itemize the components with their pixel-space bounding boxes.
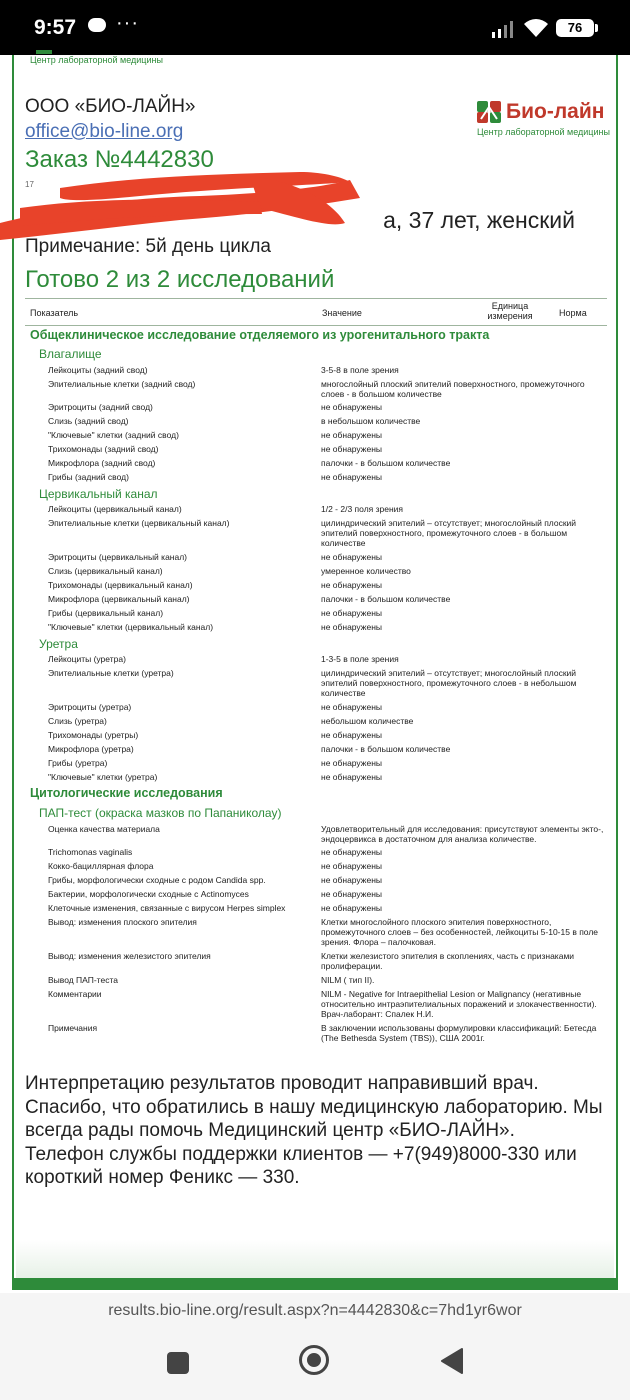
row-value: не обнаружены [321,402,382,412]
row-value: палочки - в большом количестве [321,744,451,754]
row-value: палочки - в большом количестве [321,458,451,468]
row-value: в небольшом количестве [321,416,421,426]
subsection-title: Цервикальный канал [39,487,158,501]
row-name: Оценка качества материала [48,824,160,834]
row-value: небольшом количестве [321,716,414,726]
row-value: палочки - в большом количестве [321,594,451,604]
header-value: Значение [322,308,362,318]
row-name: Эритроциты (уретра) [48,702,132,712]
row-value: Клетки железистого эпителия в скоплениях, часть с признаками пролиферации. [321,951,575,971]
back-button[interactable] [440,1348,464,1374]
row-value: 1-3-5 в поле зрения [321,654,399,664]
wifi-icon [522,17,550,39]
row-value: не обнаружены [321,847,382,857]
redaction-scribble [0,168,370,248]
row-value: Удовлетворительный для исследования: присутствуют элементы экто-, эндоцервикса в достаточном для анализа количестве. [321,824,604,844]
row-name: Кокко-бациллярная флора [48,861,154,871]
footer-line: Телефон службы поддержки клиентов — +7(949)8000-330 или короткий номер Феникс — 330. [25,1143,577,1188]
row-name: Примечания [48,1023,98,1033]
bio-line-logo-icon [477,101,501,123]
row-value: умеренное количество [321,566,411,576]
status-bar [0,0,630,55]
row-name: "Ключевые" клетки (задний свод) [48,430,179,440]
footer-line: Спасибо, что обратились в нашу медицинскую лабораторию. Мы всегда рады помочь Медицинский центр «БИО-ЛАЙН». [25,1096,603,1141]
row-name: Грибы (задний свод) [48,472,129,482]
row-name: Комментарии [48,989,102,999]
signal-icon [490,20,518,38]
row-name: Трихомонады (задний свод) [48,444,159,454]
header-name: Показатель [30,308,79,318]
row-name: Грибы (уретра) [48,758,108,768]
row-value: Клетки многослойного плоского эпителия поверхностного, промежуточного слоев – без особенностей, лейкоциты 5-10-15 в поле зрения. Флора – палочковая. [321,917,599,947]
patient-info: а, 37 лет, женский [383,207,575,233]
row-name: Клеточные изменения, связанные с вирусом Herpes simplex [48,903,286,913]
row-name: Слизь (задний свод) [48,416,129,426]
row-value: 3-5-8 в поле зрения [321,365,399,375]
logo-subtitle-fragment: Центр лабораторной медицины [30,55,163,65]
row-name: Слизь (цервикальный канал) [48,566,163,576]
row-value: NILM ( тип II). [321,975,375,985]
subsection-title: Уретра [39,637,78,651]
row-value: не обнаружены [321,730,382,740]
row-name: Лейкоциты (цервикальный канал) [48,504,182,514]
bio-line-logo [477,100,612,140]
row-value: 1/2 - 2/3 поля зрения [321,504,404,514]
order-number: Заказ №4442830 [25,146,214,173]
row-value: не обнаружены [321,758,382,768]
footer-line: Интерпретацию результатов проводит направивший врач. [25,1073,539,1094]
url-text[interactable]: results.bio-line.org/result.aspx?n=4442830&c=7hd1yr6wor [108,1302,522,1319]
header-unit: Единица измерения [487,301,533,321]
logo-subtitle: Центр лабораторной медицины [477,127,610,137]
row-name: Микрофлора (цервикальный канал) [48,594,190,604]
row-value: не обнаружены [321,552,382,562]
row-value: не обнаружены [321,702,382,712]
email-link[interactable]: office@bio-line.org [25,121,184,142]
row-name: Грибы (цервикальный канал) [48,608,164,618]
row-value: многослойный плоский эпителий поверхностного, промежуточного слоев - в большом количестве [321,379,585,399]
more-notifications-icon: ··· [116,12,139,34]
footer-text [25,1072,615,1190]
row-value: не обнаружены [321,472,382,482]
row-name: Эпителиальные клетки (цервикальный канал) [48,518,230,528]
row-value: не обнаружены [321,608,382,618]
row-value: не обнаружены [321,622,382,632]
patient-note: Примечание: 5й день цикла [25,236,271,257]
row-name: Микрофлора (задний свод) [48,458,156,468]
row-value: В заключении использованы формулировки классификаций: Бетесда (The Bethesda System (TBS)), США 2001г. [321,1023,597,1043]
row-value: не обнаружены [321,903,382,913]
recents-button[interactable] [167,1352,189,1374]
row-name: Грибы, морфологически сходные с родом Candida spp. [48,875,266,885]
battery-icon: 76 [556,19,594,37]
row-name: Лейкоциты (задний свод) [48,365,148,375]
battery-tip [595,24,598,32]
row-name: Трихомонады (цервикальный канал) [48,580,193,590]
row-name: Трихомонады (уретры) [48,730,139,740]
row-name: Микрофлора (уретра) [48,744,134,754]
row-name: Вывод ПАП-теста [48,975,118,985]
row-value: не обнаружены [321,861,382,871]
row-name: Лейкоциты (уретра) [48,654,126,664]
row-name: Бактерии, морфологически сходные с Actinomyces [48,889,249,899]
order-date-fragment: 17 [25,180,34,189]
frame-bottom-gradient [16,1240,614,1278]
row-value: не обнаружены [321,889,382,899]
section-title: Общеклиническое исследование отделяемого из урогенитального тракта [30,328,490,342]
row-name: Эпителиальные клетки (уретра) [48,668,174,678]
row-value: не обнаружены [321,772,382,782]
home-button-dot [307,1353,321,1367]
ready-status: Готово 2 из 2 исследований [25,266,335,293]
row-name: Вывод: изменения железистого эпителия [48,951,211,961]
row-name: Trichomonas vaginalis [48,847,133,857]
section-title: Цитологические исследования [30,786,223,800]
row-value: не обнаружены [321,444,382,454]
row-name: Слизь (уретра) [48,716,107,726]
subsection-title: ПАП-тест (окраска мазков по Папаниколау) [39,806,282,820]
row-value: NILM - Negative for Intraepithelial Lesion or Malignancy (негативные относительно интраэпителиальных поражений и злокачественности). Врач-лаборант: Спалек Н.И. [321,989,597,1019]
logo-fragment-icon [36,50,52,54]
row-value: цилиндрический эпителий – отсутствует; многослойный плоский эпителий поверхностного, промежуточного слоев - в небольшом количестве [321,668,577,698]
row-value: не обнаружены [321,430,382,440]
logo-name: Био-лайн [506,100,605,123]
row-name: "Ключевые" клетки (цервикальный канал) [48,622,214,632]
frame-bottom-border [12,1278,618,1290]
row-name: Эритроциты (задний свод) [48,402,153,412]
row-value: не обнаружены [321,875,382,885]
row-name: Эпителиальные клетки (задний свод) [48,379,196,389]
row-value: не обнаружены [321,580,382,590]
results-table-header [25,298,607,326]
status-time: 9:57 [34,16,77,39]
row-name: Эритроциты (цервикальный канал) [48,552,188,562]
row-value: цилиндрический эпителий – отсутствует; многослойный плоский эпителий поверхностного, промежуточного слоев - в большом количестве [321,518,577,548]
row-name: Вывод: изменения плоского эпителия [48,917,197,927]
subsection-title: Влагалище [39,347,102,361]
header-norm: Норма [559,308,587,318]
chat-bubble-icon [88,18,106,32]
row-name: "Ключевые" клетки (уретра) [48,772,158,782]
org-name: ООО «БИО-ЛАЙН» [25,96,196,117]
